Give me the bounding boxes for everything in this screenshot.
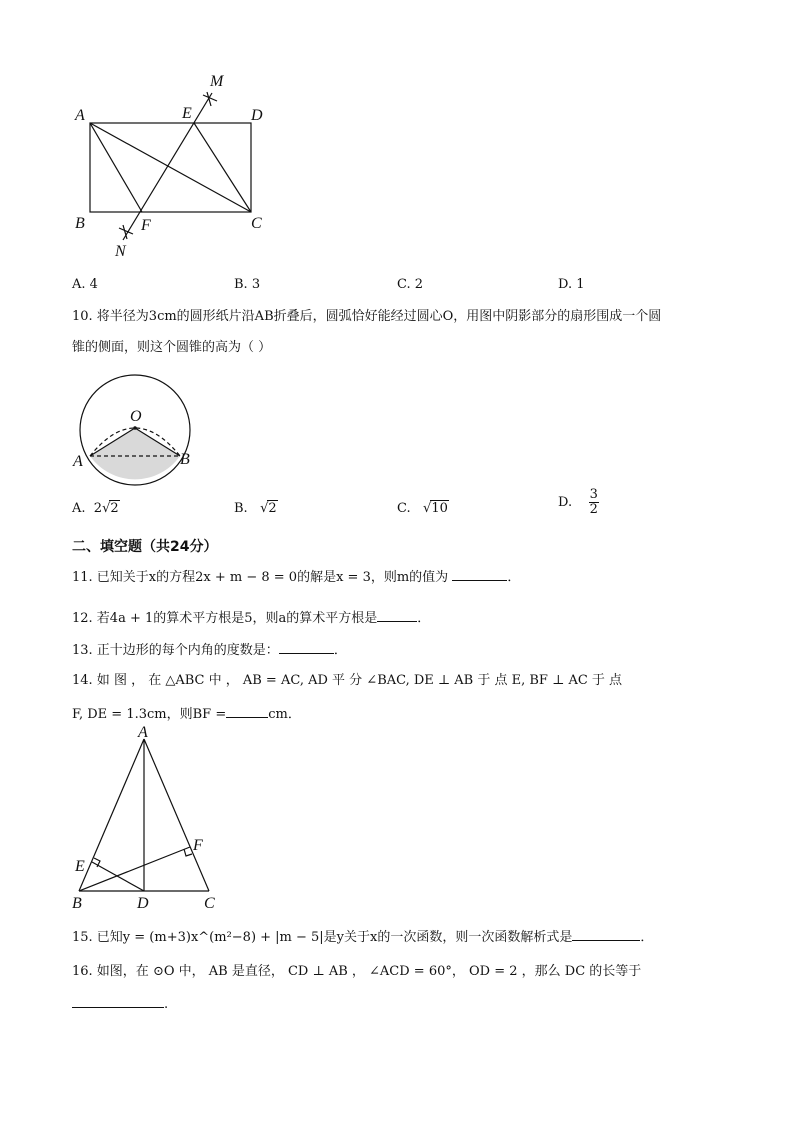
q14-answer-blank[interactable] <box>226 704 268 718</box>
line-mn <box>123 93 212 240</box>
q11-answer-blank[interactable] <box>452 567 507 581</box>
label-a: A <box>73 453 83 470</box>
label-d: D <box>251 107 263 124</box>
q11-text: 11. 已知关于x的方程2x + m − 8 = 0的解是x = 3，则m的值为 ． <box>72 567 520 587</box>
q10-text-line1: 10. 将半径为3cm的圆形纸片沿AB折叠后，圆弧恰好能经过圆心O，用图中阴影部分的扇形围成一个圆 <box>72 309 662 324</box>
q15-answer-blank[interactable] <box>572 927 640 941</box>
segment-de <box>92 862 144 891</box>
label-c: C <box>204 895 215 912</box>
shaded-sector <box>90 428 180 479</box>
q14-figure <box>70 725 230 915</box>
q10-figure <box>70 372 200 487</box>
q15-text: 15. 已知y = (m+3)x^(m²−8) + |m − 5|是y关于x的一次函数，则一次函数解析式是 ． <box>72 927 653 947</box>
q12-text: 12. 若4a + 1的算术平方根是5，则a的算术平方根是 ． <box>72 608 430 628</box>
label-b: B <box>72 895 82 912</box>
section-heading: 二、填空题（共24分） <box>72 539 218 555</box>
segment-af <box>90 123 142 212</box>
q10-option-d[interactable]: D. $\frac{3}{2}$ <box>558 487 598 517</box>
q13-answer-blank[interactable] <box>279 640 334 654</box>
q9-option-d[interactable]: D. 1 <box>558 277 585 292</box>
label-b: B <box>75 215 85 232</box>
q16-text: 16. 如图，在 ⊙O 中， AB 是直径， CD ⊥ AB ， ∠ACD = 60°， OD = 2 ，那么 DC 的长等于 <box>72 964 642 979</box>
q10-option-a[interactable]: A. 2√2 <box>72 501 119 516</box>
label-f: F <box>141 217 151 234</box>
label-m: M <box>210 73 224 90</box>
q10-text-line2: 锥的侧面，则这个圆锥的高为（ ） <box>72 340 272 355</box>
q9-option-c[interactable]: C. 2 <box>397 277 424 292</box>
q10-option-c[interactable]: C. √10 <box>397 501 448 516</box>
label-a: A <box>138 725 148 741</box>
label-n: N <box>115 243 126 260</box>
q14-text-line1: 14. 如 图 ， 在 △ABC 中 ， AB = AC, AD 平 分 ∠BAC, DE ⊥ AB 于 点 E, BF ⊥ AC 于 点 <box>72 673 623 688</box>
label-d: D <box>137 895 149 912</box>
label-e: E <box>182 105 192 122</box>
segment-bf <box>79 847 190 891</box>
label-b: B <box>180 451 190 468</box>
q9-option-a[interactable]: A. 4 <box>72 277 98 292</box>
label-o: O <box>130 408 142 425</box>
q14-text-line2: F, DE = 1.3cm，则BF = cm． <box>72 704 301 724</box>
q12-answer-blank[interactable] <box>377 608 417 622</box>
side-ab <box>79 739 144 891</box>
label-c: C <box>251 215 262 232</box>
q10-option-b[interactable]: B. √2 <box>234 501 277 516</box>
segment-ac <box>90 123 251 212</box>
segment-ec <box>194 123 251 212</box>
q13-text: 13. 正十边形的每个内角的度数是： ． <box>72 640 347 660</box>
label-f: F <box>193 837 203 854</box>
label-e: E <box>75 858 85 875</box>
q9-figure <box>70 68 280 263</box>
side-ac <box>144 739 209 891</box>
q16-answer-blank[interactable]: . <box>72 994 168 1012</box>
q9-option-b[interactable]: B. 3 <box>234 277 261 292</box>
label-a: A <box>75 107 85 124</box>
